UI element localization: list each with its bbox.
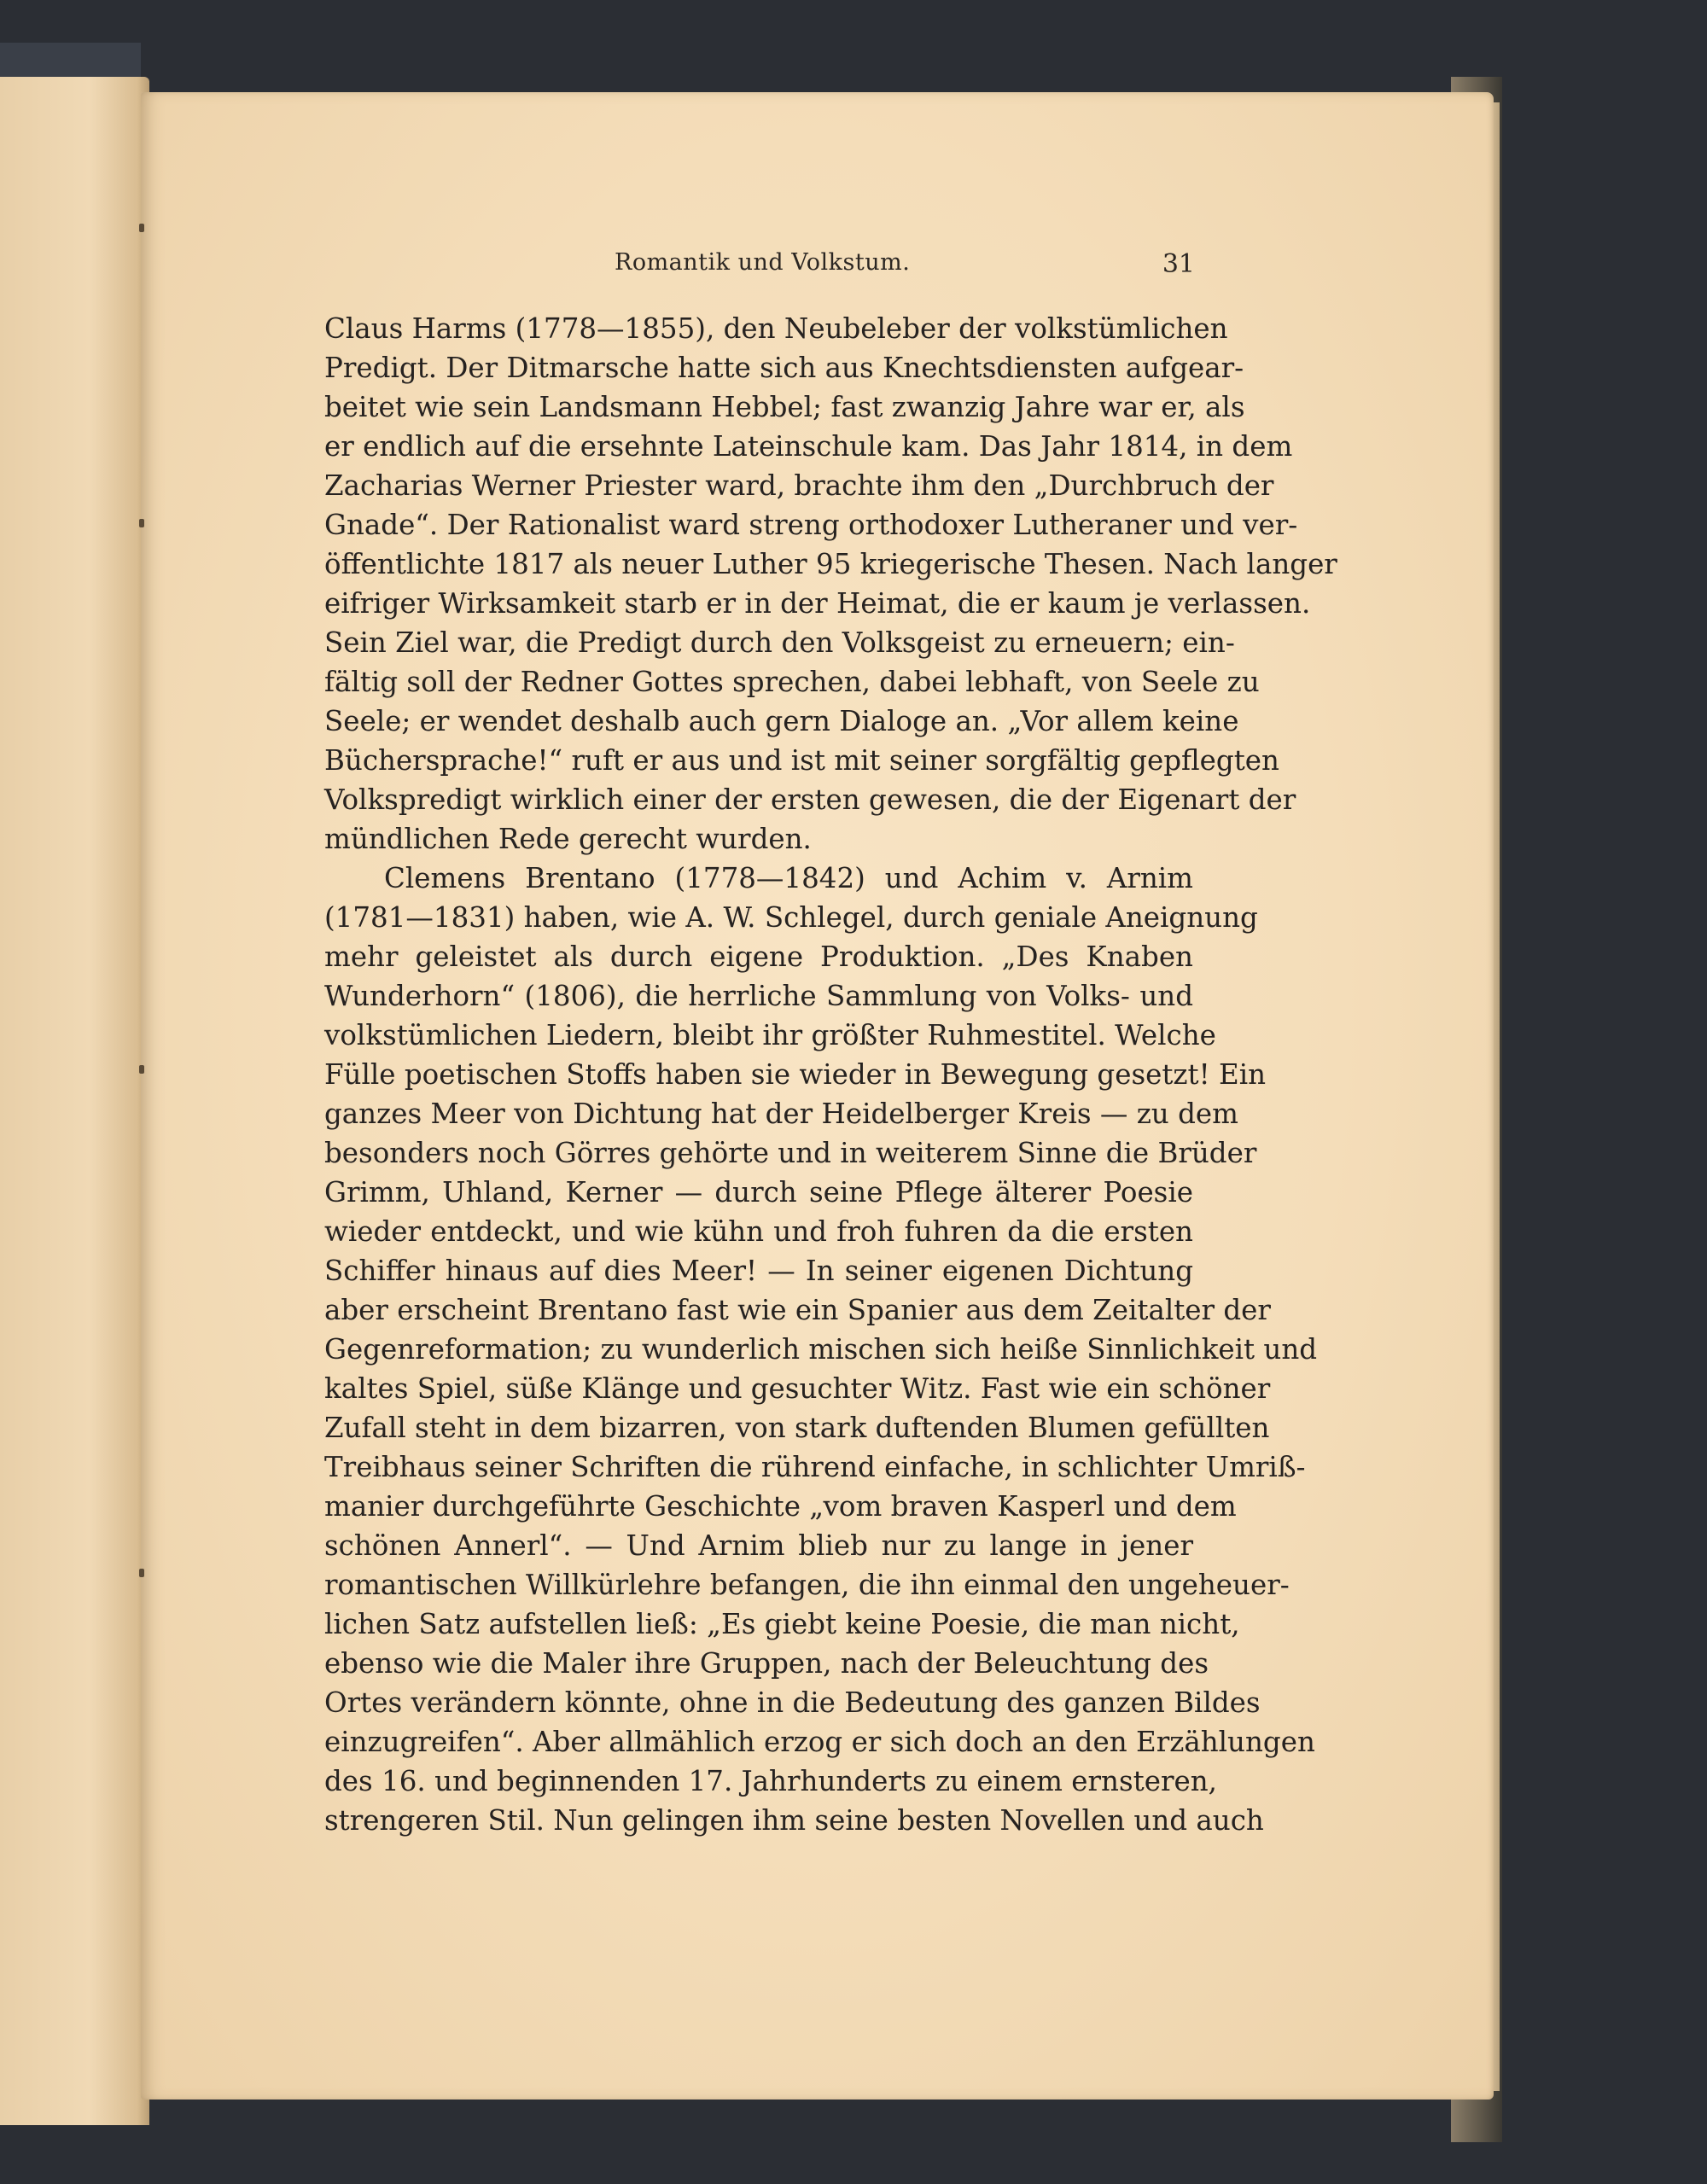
margin-mark xyxy=(139,224,144,232)
text-line: romantischen Willkürlehre befangen, die ihn einmal den ungeheuer- xyxy=(324,1569,1290,1601)
text-line: schönen Annerl“. — Und Arnim blieb nur zu lange in jener xyxy=(324,1529,1193,1562)
text-line: mehr geleistet als durch eigene Produktion. „Des Knaben xyxy=(324,941,1193,973)
body-text xyxy=(324,309,1337,1840)
text-line: öffentlichte 1817 als neuer Luther 95 kriegerische Thesen. Nach langer xyxy=(324,548,1337,580)
text-line: Gegenreformation; zu wunderlich mischen sich heiße Sinnlichkeit und xyxy=(324,1333,1318,1366)
margin-mark xyxy=(139,1569,144,1577)
text-line: ebenso wie die Maler ihre Gruppen, nach der Beleuchtung des xyxy=(324,1647,1209,1680)
text-line: er endlich auf die ersehnte Lateinschule kam. Das Jahr 1814, in dem xyxy=(324,430,1293,463)
running-head xyxy=(478,249,1195,283)
left-page-edge xyxy=(0,77,149,2125)
text-line: Volkspredigt wirklich einer der ersten gewesen, die der Eigenart der xyxy=(324,783,1296,816)
margin-mark xyxy=(139,519,144,527)
text-line: mündlichen Rede gerecht wurden. xyxy=(324,823,812,855)
text-line: Clemens Brentano (1778—1842) und Achim v. Arnim xyxy=(384,862,1193,894)
text-line: strengeren Stil. Nun gelingen ihm seine besten Novellen und auch xyxy=(324,1804,1264,1837)
text-line: wieder entdeckt, und wie kühn und froh fuhren da die ersten xyxy=(324,1215,1193,1248)
text-line: Sein Ziel war, die Predigt durch den Volksgeist zu erneuern; ein- xyxy=(324,626,1235,659)
text-line: Zufall steht in dem bizarren, von stark duftenden Blumen gefüllten xyxy=(324,1412,1270,1444)
text-line: beitet wie sein Landsmann Hebbel; fast zwanzig Jahre war er, als xyxy=(324,391,1245,423)
text-line: ganzes Meer von Dichtung hat der Heidelberger Kreis — zu dem xyxy=(324,1098,1238,1130)
page-number: 31 xyxy=(1162,249,1195,279)
text-line: Wunderhorn“ (1806), die herrliche Sammlung von Volks- und xyxy=(324,980,1193,1012)
text-line: einzugreifen“. Aber allmählich erzog er sich doch an den Erzählungen xyxy=(324,1726,1315,1758)
text-line: Treibhaus seiner Schriften die rührend einfache, in schlichter Umriß- xyxy=(324,1451,1306,1483)
running-head-title: Romantik und Volkstum. xyxy=(615,249,911,276)
text-line: volkstümlichen Liedern, bleibt ihr größter Ruhmestitel. Welche xyxy=(324,1019,1216,1051)
text-line: Claus Harms (1778—1855), den Neubeleber der volkstümlichen xyxy=(324,312,1228,345)
text-line: Zacharias Werner Priester ward, brachte ihm den „Durchbruch der xyxy=(324,469,1274,502)
text-line: Gnade“. Der Rationalist ward streng orthodoxer Lutheraner und ver- xyxy=(324,509,1298,541)
text-line: Grimm, Uhland, Kerner — durch seine Pflege älterer Poesie xyxy=(324,1176,1193,1208)
text-line: Schiffer hinaus auf dies Meer! — In seiner eigenen Dichtung xyxy=(324,1255,1193,1287)
text-line: lichen Satz aufstellen ließ: „Es giebt keine Poesie, die man nicht, xyxy=(324,1608,1240,1640)
text-line: Fülle poetischen Stoffs haben sie wieder in Bewegung gesetzt! Ein xyxy=(324,1058,1267,1091)
text-line: aber erscheint Brentano fast wie ein Spanier aus dem Zeitalter der xyxy=(324,1294,1271,1326)
text-line: fältig soll der Redner Gottes sprechen, dabei lebhaft, von Seele zu xyxy=(324,666,1260,698)
margin-mark xyxy=(139,1065,144,1074)
text-line: Predigt. Der Ditmarsche hatte sich aus Knechtsdiensten aufgear- xyxy=(324,352,1244,384)
text-line: kaltes Spiel, süße Klänge und gesuchter Witz. Fast wie ein schöner xyxy=(324,1372,1271,1405)
text-line: des 16. und beginnenden 17. Jahrhunderts zu einem ernsteren, xyxy=(324,1765,1217,1797)
text-line: Ortes verändern könnte, ohne in die Bedeutung des ganzen Bildes xyxy=(324,1686,1261,1719)
text-line: manier durchgeführte Geschichte „vom braven Kasperl und dem xyxy=(324,1490,1237,1523)
text-line: Büchersprache!“ ruft er aus und ist mit seiner sorgfältig gepflegten xyxy=(324,744,1279,777)
text-line: besonders noch Görres gehörte und in weiterem Sinne die Brüder xyxy=(324,1137,1257,1169)
text-line: eifriger Wirksamkeit starb er in der Heimat, die er kaum je verlassen. xyxy=(324,587,1311,620)
text-line: (1781—1831) haben, wie A. W. Schlegel, durch geniale Aneignung xyxy=(324,901,1258,934)
text-line: Seele; er wendet deshalb auch gern Dialoge an. „Vor allem keine xyxy=(324,705,1239,737)
